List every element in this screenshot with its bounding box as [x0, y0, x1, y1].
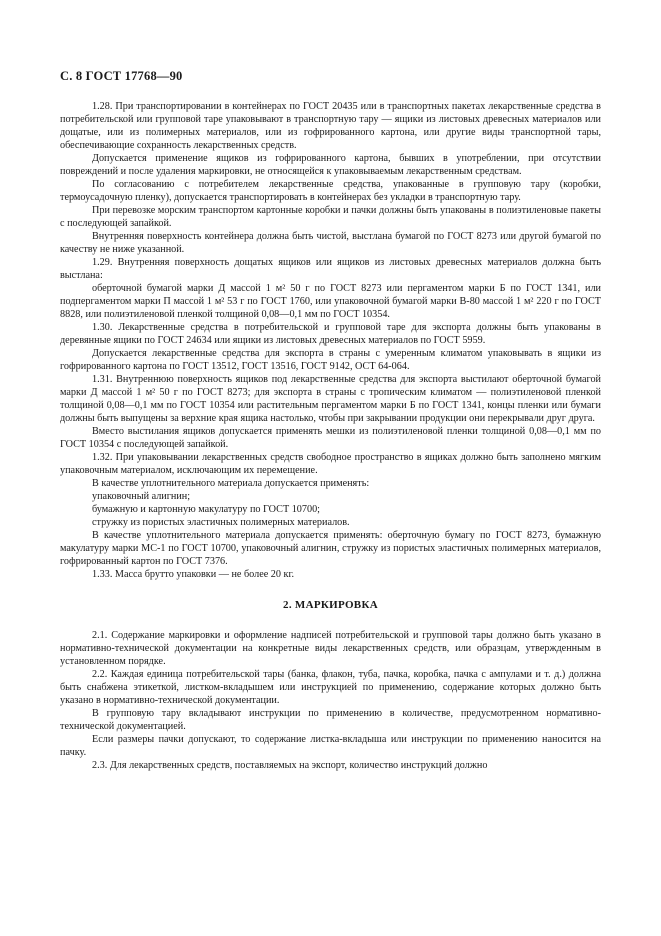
- paragraph: оберточной бумагой марки Д массой 1 м² 50 г по ГОСТ 8273 или пергаментом марки Б по ГОСТ 1341, или подпергаментом марки П массой 1 м² 53 г по ГОСТ 1760, или упаковочной бумагой марки В-80 массой 1 м² 220 г по ГОСТ 8828, или полиэтиленовой пленкой толщиной 0,08—0,1 мм по ГОСТ 10354.: [60, 283, 601, 320]
- paragraph: 1.32. При упаковывании лекарственных средств свободное пространство в ящиках должно быть заполнено мягким упаковочным материалом, исключающим их перемещение.: [60, 452, 601, 476]
- paragraph: 1.29. Внутренняя поверхность дощатых ящиков или ящиков из листовых древесных материалов должна быть выстлана:: [60, 257, 601, 281]
- paragraph: 1.31. Внутреннюю поверхность ящиков под лекарственные средства для экспорта выстилают оберточной бумагой марки Д массой 1 м² 50 г по ГОСТ 8273; для экспорта в страны с тропическим климатом — полиэтиленовой пленкой толщиной 0,08—0,1 мм по ГОСТ 10354 или растительным пергаментом марки Б по ГОСТ 1341, концы пленки или бумаги должны быть выпущены за верхние края ящика настолько, чтобы при закрывании продукции они перекрывали друг друга.: [60, 374, 601, 424]
- paragraph: При перевозке морским транспортом картонные коробки и пачки должны быть упакованы в полиэтиленовые пакеты с последующей запайкой.: [60, 205, 601, 229]
- section-title: 2. МАРКИРОВКА: [283, 599, 378, 611]
- paragraph: 1.28. При транспортировании в контейнерах по ГОСТ 20435 или в транспортных пакетах лекарственные средства в потребительской или групповой таре упаковывают в транспортную тару — ящики из листовых древесных материалов или дощатые, или из полимерных материалов, или из гофрированного картона, или другие виды транспортной тары, обеспечивающие сохранность лекарственных средств.: [60, 101, 601, 151]
- paragraph: 1.33. Масса брутто упаковки — не более 20 кг.: [92, 569, 295, 580]
- paragraph: Вместо выстилания ящиков допускается применять мешки из полиэтиленовой пленки толщиной 0,08—0,1 мм по ГОСТ 10354 с последующей запайкой.: [60, 426, 601, 450]
- paragraph: Допускается лекарственные средства для экспорта в страны с умеренным климатом упаковывать в ящики из гофрированного картона по ГОСТ 13512, ГОСТ 13516, ГОСТ 9142, ОСТ 64-064.: [60, 348, 601, 372]
- paragraph: В качестве уплотнительного материала допускается применять: оберточную бумагу по ГОСТ 8273, бумажную макулатуру марки МС-1 по ГОСТ 10700, упаковочный алигнин, стружку из пористых эластичных полимерных материалов, гофрированный картон по ГОСТ 7376.: [60, 530, 601, 567]
- paragraph: В групповую тару вкладывают инструкции по применению в количестве, предусмотренном нормативно-технической документацией.: [60, 708, 601, 732]
- document-body: [60, 100, 601, 772]
- page-header: С. 8 ГОСТ 17768—90: [60, 69, 183, 83]
- paragraph: 2.2. Каждая единица потребительской тары (банка, флакон, туба, пачка, коробка, пачка с ампулами и т. д.) должна быть снабжена этикеткой, листком-вкладышем или инструкцией по применению, содержание которых должно быть указано в нормативно-технической документации.: [60, 669, 601, 706]
- paragraph: В качестве уплотнительного материала допускается применять:: [92, 478, 370, 489]
- paragraph: 2.1. Содержание маркировки и оформление надписей потребительской и групповой тары должно быть указано в нормативно-технической документации на конкретные виды лекарственных средств, или образцам, утвержденным в установленном порядке.: [60, 630, 601, 667]
- list-item: бумажную и картонную макулатуру по ГОСТ 10700;: [92, 504, 321, 515]
- paragraph: По согласованию с потребителем лекарственные средства, упакованные в групповую тару (коробки, термоусадочную пленку), допускается транспортировать в контейнерах без укладки в транспортную тару.: [60, 179, 601, 203]
- paragraph: 2.3. Для лекарственных средств, поставляемых на экспорт, количество инструкций должно: [92, 760, 488, 771]
- paragraph: Внутренняя поверхность контейнера должна быть чистой, выстлана бумагой по ГОСТ 8273 или другой бумагой по качеству не ниже указанной.: [60, 231, 601, 255]
- list-item: стружку из пористых эластичных полимерных материалов.: [92, 517, 350, 528]
- paragraph: Допускается применение ящиков из гофрированного картона, бывших в употреблении, при отсутствии повреждений и после удаления маркировки, не относящейся к упаковываемым лекарственным средствам.: [60, 153, 601, 177]
- paragraph: 1.30. Лекарственные средства в потребительской и групповой таре для экспорта должны быть упакованы в деревянные ящики по ГОСТ 24634 или ящики из листовых древесных материалов по ГОСТ 5959.: [60, 322, 601, 346]
- list-item: упаковочный алигнин;: [92, 491, 191, 502]
- paragraph: Если размеры пачки допускают, то содержание листка-вкладыша или инструкции по применению наносится на пачку.: [60, 734, 601, 758]
